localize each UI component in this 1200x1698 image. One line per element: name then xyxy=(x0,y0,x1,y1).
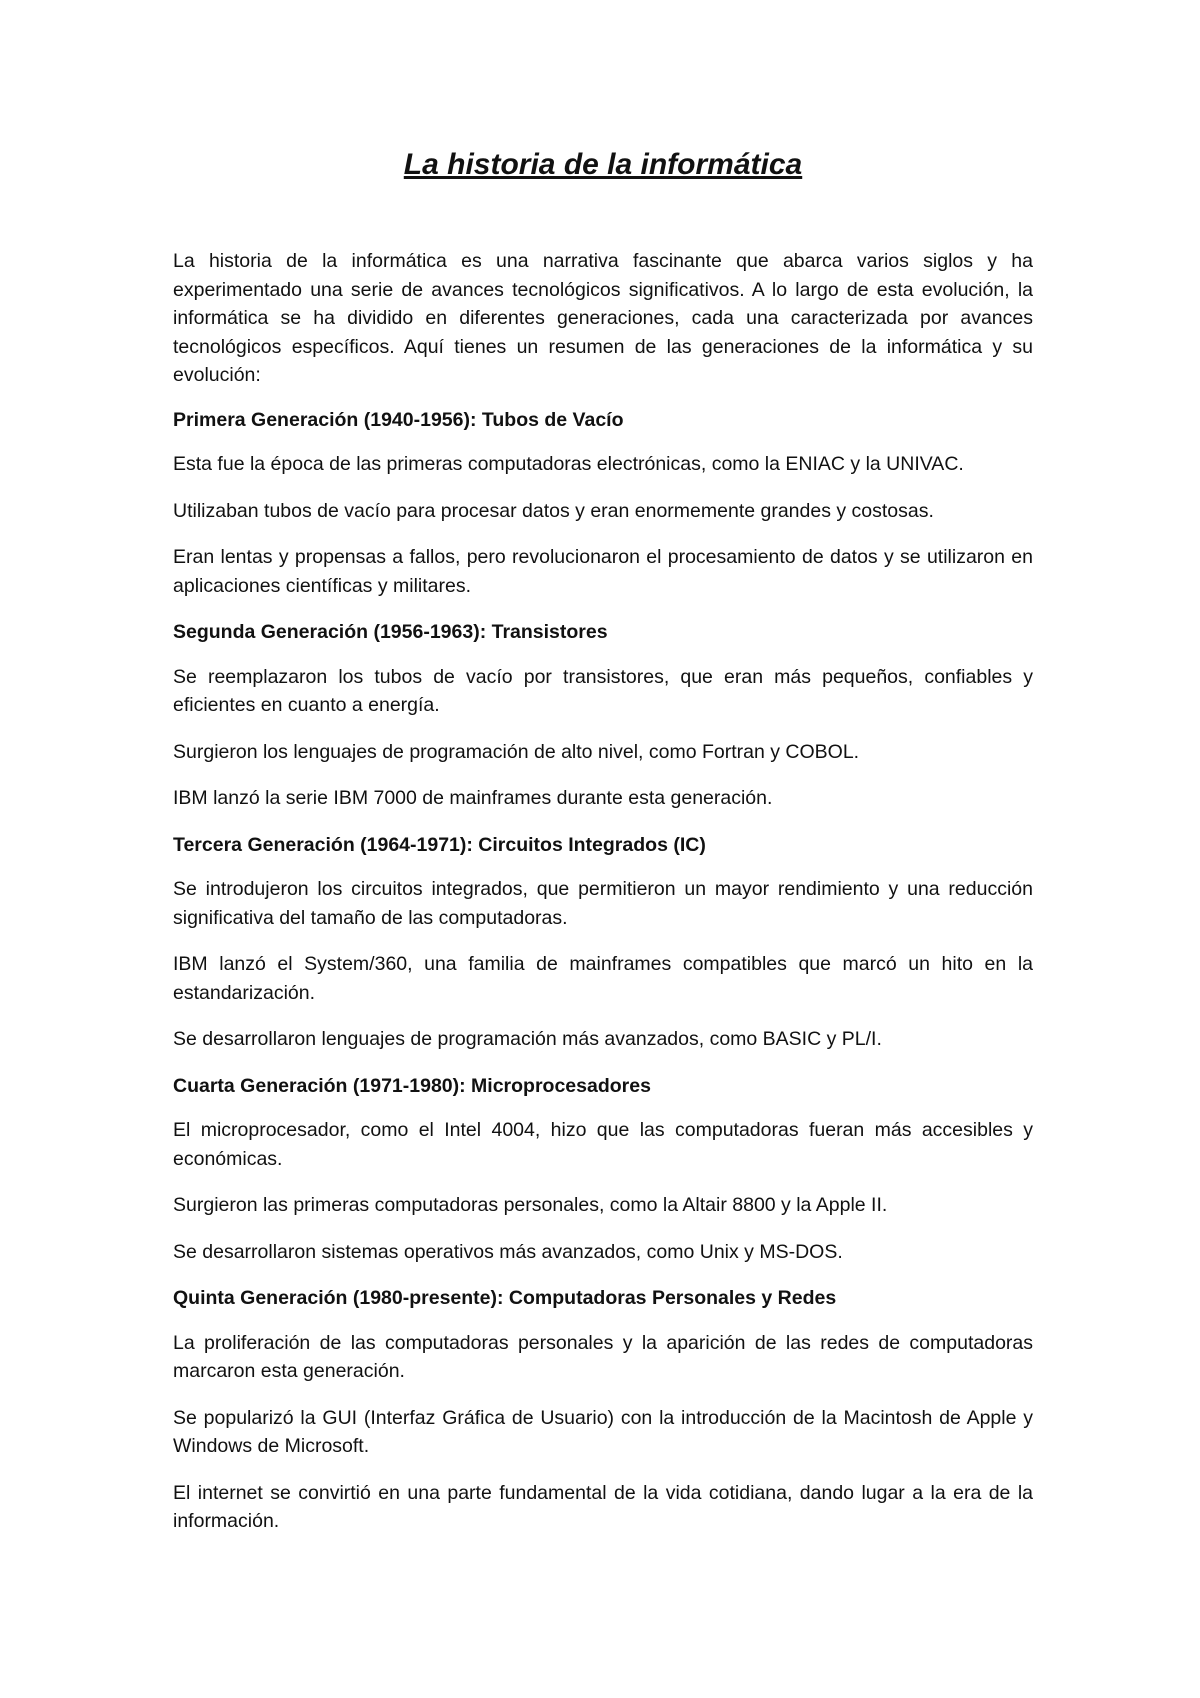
document-body xyxy=(173,247,1033,1554)
paragraph: Surgieron los lenguajes de programación de alto nivel, como Fortran y COBOL. xyxy=(173,740,860,763)
paragraph: El microprocesador, como el Intel 4004, hizo que las computadoras fueran más accesibles y económicas. xyxy=(173,1119,1033,1170)
intro-paragraph: La historia de la informática es una narrativa fascinante que abarca varios siglos y ha experimentado una serie de avances tecnológicos significativos. A lo largo de esta evolución, la informática se ha dividido en diferentes generaciones, cada una caracterizada por avances tecnológicos específicos. Aquí tienes un resumen de las generaciones de la informática y su evolución: xyxy=(173,250,1033,386)
paragraph: IBM lanzó la serie IBM 7000 de mainframes durante esta generación. xyxy=(173,787,773,809)
section-heading-tercera-generacion: Tercera Generación (1964-1971): Circuitos Integrados (IC) xyxy=(173,833,706,856)
paragraph: IBM lanzó el System/360, una familia de mainframes compatibles que marcó un hito en la estandarización. xyxy=(173,953,1033,1004)
paragraph: Surgieron las primeras computadoras personales, como la Altair 8800 y la Apple II. xyxy=(173,1194,888,1216)
paragraph: Utilizaban tubos de vacío para procesar datos y eran enormemente grandes y costosas. xyxy=(173,499,934,522)
paragraph: Se reemplazaron los tubos de vacío por transistores, que eran más pequeños, confiables y eficientes en cuanto a energía. xyxy=(173,665,1033,716)
paragraph: Esta fue la época de las primeras computadoras electrónicas, como la ENIAC y la UNIVAC. xyxy=(173,453,964,475)
document-title: La historia de la informática xyxy=(403,148,803,181)
paragraph: El internet se convirtió en una parte fundamental de la vida cotidiana, dando lugar a la era de la información. xyxy=(173,1481,1033,1532)
paragraph: Se desarrollaron sistemas operativos más avanzados, como Unix y MS-DOS. xyxy=(173,1240,843,1263)
section-heading-cuarta-generacion: Cuarta Generación (1971-1980): Microprocesadores xyxy=(173,1074,651,1097)
paragraph: Se desarrollaron lenguajes de programación más avanzados, como BASIC y PL/I. xyxy=(173,1028,882,1050)
section-heading-quinta-generacion: Quinta Generación (1980-presente): Computadoras Personales y Redes xyxy=(173,1287,837,1309)
section-heading-segunda-generacion: Segunda Generación (1956-1963): Transistores xyxy=(173,621,608,643)
paragraph: Se introdujeron los circuitos integrados, que permitieron un mayor rendimiento y una reducción significativa del tamaño de las computadoras. xyxy=(173,878,1033,929)
paragraph: Eran lentas y propensas a fallos, pero revolucionaron el procesamiento de datos y se utilizaron en aplicaciones científicas y militares. xyxy=(173,546,1033,597)
section-heading-primera-generacion: Primera Generación (1940-1956): Tubos de Vacío xyxy=(173,408,624,431)
paragraph: La proliferación de las computadoras personales y la aparición de las redes de computadoras marcaron esta generación. xyxy=(173,1331,1033,1382)
paragraph: Se popularizó la GUI (Interfaz Gráfica de Usuario) con la introducción de la Macintosh de Apple y Windows de Microsoft. xyxy=(173,1406,1033,1457)
